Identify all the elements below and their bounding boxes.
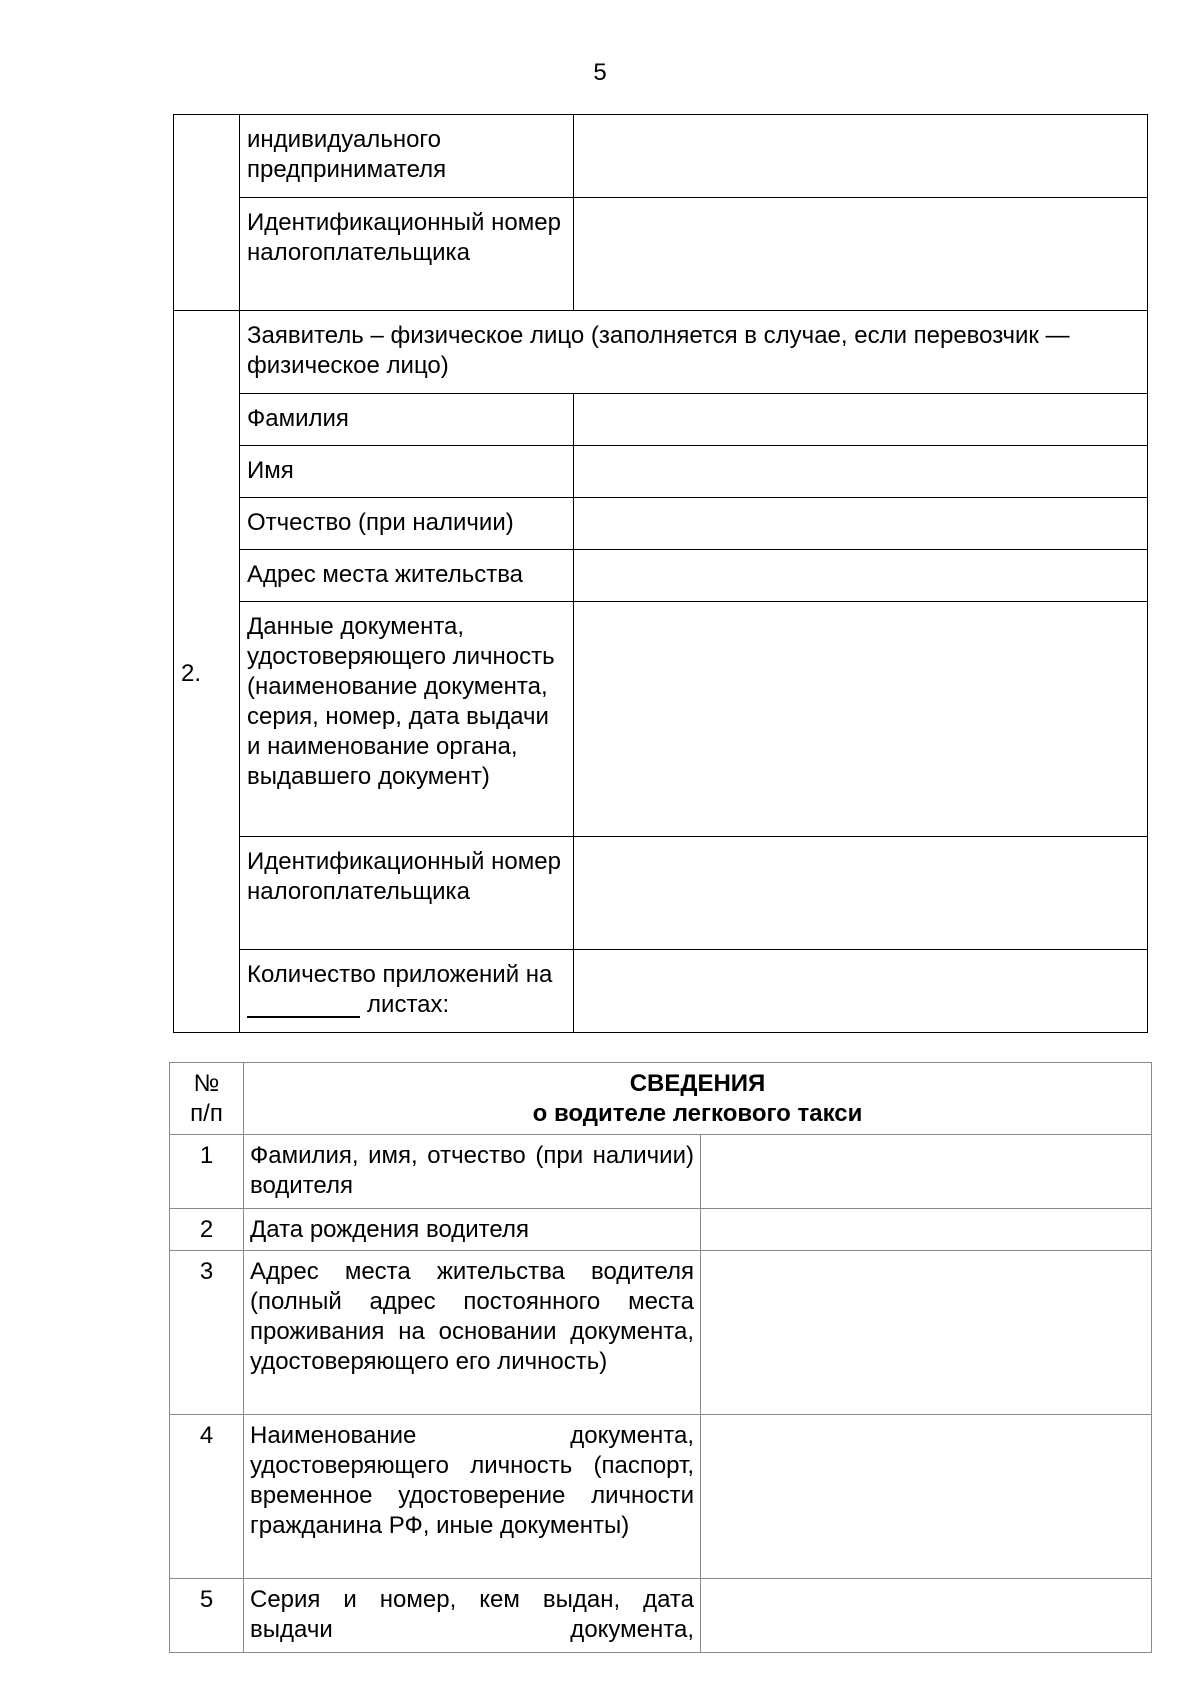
field-label-inn: Идентификационный номер налогоплательщика [240,837,574,950]
field-label-id-document-type: Наименование документа, удостоверяющего личность (паспорт, временное удостоверение личности гражданина РФ, иные документы) [244,1415,701,1579]
table-title [244,1063,1152,1135]
field-value[interactable] [574,550,1148,602]
attachments-prefix: Количество приложений на [247,961,553,988]
field-value[interactable] [701,1209,1152,1251]
field-value[interactable] [574,498,1148,550]
field-label: индивидуального предпринимателя [240,115,574,198]
num-abbr: п/п [190,1100,223,1127]
row-number: 3 [170,1251,244,1415]
field-label-attachments [240,950,574,1033]
field-label-name: Имя [240,446,574,498]
field-label-surname: Фамилия [240,394,574,446]
table-title-line1: СВЕДЕНИЯ [629,1070,766,1097]
table-row [174,446,1148,498]
applicant-table [173,114,1148,1033]
table-row [174,550,1148,602]
table-row [174,394,1148,446]
field-label-address: Адрес места жительства [240,550,574,602]
table-row [174,837,1148,950]
table-row [170,1135,1152,1209]
field-label: Идентификационный номер налогоплательщика [240,198,574,311]
table-header-row [170,1063,1152,1135]
driver-info-table [169,1062,1152,1653]
row-number: 4 [170,1415,244,1579]
table-row [174,198,1148,311]
field-label-patronymic: Отчество (при наличии) [240,498,574,550]
column-header-number [170,1063,244,1135]
row-number-cell [174,115,240,311]
field-label-birth-date: Дата рождения водителя [244,1209,701,1251]
row-number: 1 [170,1135,244,1209]
field-value[interactable] [574,950,1148,1033]
field-value[interactable] [574,602,1148,837]
table-row [170,1251,1152,1415]
field-label-document-details: Серия и номер, кем выдан, дата выдачи документа, [244,1579,701,1653]
field-value[interactable] [574,394,1148,446]
field-value[interactable] [701,1135,1152,1209]
table-row [170,1579,1152,1653]
table-row [174,950,1148,1033]
field-value[interactable] [701,1415,1152,1579]
num-symbol: № [193,1070,220,1097]
field-label-id-document: Данные документа, удостоверяющего личность (наименование документа, серия, номер, дата выдачи и наименование органа, выдавшего документ) [240,602,574,837]
field-value[interactable] [701,1579,1152,1653]
table-row [174,498,1148,550]
field-value[interactable] [574,115,1148,198]
table-row [174,602,1148,837]
row-number: 2. [174,311,240,1033]
field-label-driver-name: Фамилия, имя, отчество (при наличии) водителя [244,1135,701,1209]
table-row [174,311,1148,394]
field-value[interactable] [574,446,1148,498]
field-label-driver-address: Адрес места жительства водителя (полный адрес постоянного места проживания на основании документа, удостоверяющего его личность) [244,1251,701,1415]
section-title: Заявитель – физическое лицо (заполняется в случае, если перевозчик — физическое лицо) [240,311,1148,394]
table-row [170,1415,1152,1579]
row-number: 5 [170,1579,244,1653]
field-value[interactable] [574,198,1148,311]
field-value[interactable] [701,1251,1152,1415]
attachments-suffix: листах: [367,991,450,1018]
table-row [170,1209,1152,1251]
page-number: 5 [593,59,607,86]
attachments-blank[interactable] [247,994,360,1018]
table-title-line2: о водителе легкового такси [532,1100,863,1127]
row-number: 2 [170,1209,244,1251]
table-row [174,115,1148,198]
field-value[interactable] [574,837,1148,950]
